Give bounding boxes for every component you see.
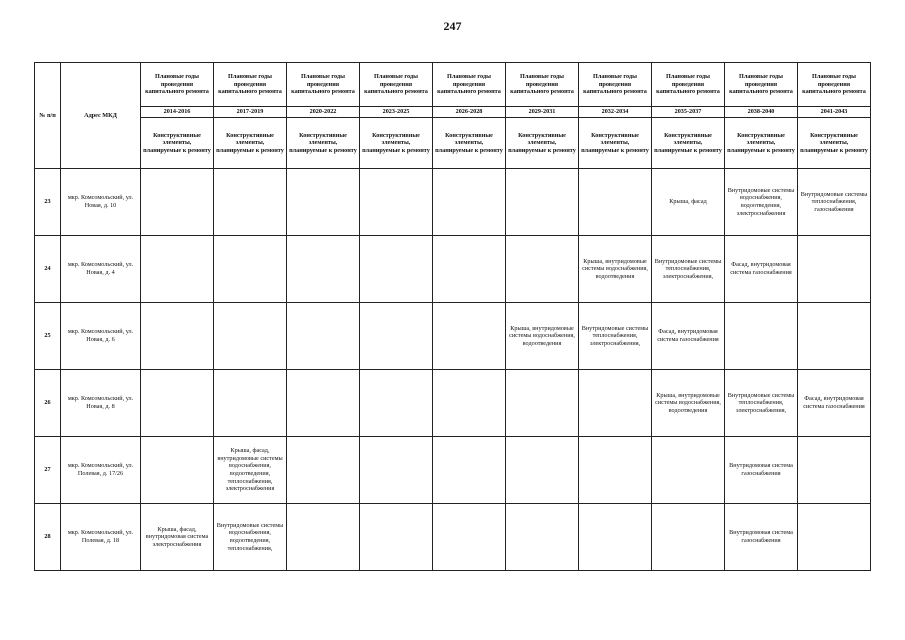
- period-elements-header: Конструктивные элементы, планируемые к ремонту: [579, 118, 652, 169]
- repair-elements-cell: Фасад, внутридомовая система газоснабжения: [798, 370, 871, 437]
- repair-elements-cell: Внутридомовые системы теплоснабжения, газоснабжения: [798, 169, 871, 236]
- row-number: 25: [35, 303, 61, 370]
- repair-elements-cell: [579, 504, 652, 571]
- period-elements-header: Конструктивные элементы, планируемые к ремонту: [433, 118, 506, 169]
- period-years-header: 2038-2040: [725, 107, 798, 118]
- period-years-header: 2026-2028: [433, 107, 506, 118]
- table-row: [35, 504, 871, 571]
- row-number: 24: [35, 236, 61, 303]
- table-row: [35, 169, 871, 236]
- period-years-header: 2014-2016: [141, 107, 214, 118]
- repair-elements-cell: [141, 236, 214, 303]
- period-years-header: 2020-2022: [287, 107, 360, 118]
- table-row: [35, 236, 871, 303]
- row-address: мкр. Комсомольский, ул. Полевая, д. 17/26: [61, 437, 141, 504]
- address-header: Адрес МКД: [61, 63, 141, 169]
- repair-elements-cell: [141, 169, 214, 236]
- period-title-header: Плановые годы проведения капитального ремонта: [287, 63, 360, 107]
- repair-elements-cell: Внутридомовая система газоснабжения: [725, 504, 798, 571]
- repair-elements-cell: [506, 504, 579, 571]
- repair-elements-cell: Крыша, внутридомовые системы водоснабжения, водоотведения: [506, 303, 579, 370]
- repair-elements-cell: [360, 437, 433, 504]
- table-row: [35, 303, 871, 370]
- header-row-years: [35, 107, 871, 118]
- row-number: 27: [35, 437, 61, 504]
- repair-elements-cell: [360, 370, 433, 437]
- repair-elements-cell: [360, 303, 433, 370]
- period-title-header: Плановые годы проведения капитального ремонта: [798, 63, 871, 107]
- period-title-header: Плановые годы проведения капитального ремонта: [579, 63, 652, 107]
- period-title-header: Плановые годы проведения капитального ремонта: [214, 63, 287, 107]
- row-number: 28: [35, 504, 61, 571]
- repair-elements-cell: [506, 236, 579, 303]
- period-elements-header: Конструктивные элементы, планируемые к ремонту: [798, 118, 871, 169]
- repair-elements-cell: Внутридомовые системы теплоснабжения, электроснабжения,: [725, 370, 798, 437]
- row-address: мкр. Комсомольский, ул. Полевая, д. 18: [61, 504, 141, 571]
- repair-elements-cell: [579, 370, 652, 437]
- repair-elements-cell: [433, 236, 506, 303]
- repair-elements-cell: [433, 169, 506, 236]
- period-elements-header: Конструктивные элементы, планируемые к ремонту: [287, 118, 360, 169]
- row-address: мкр. Комсомольский, ул. Новая, д. 6: [61, 303, 141, 370]
- period-years-header: 2029-2031: [506, 107, 579, 118]
- repair-elements-cell: [214, 236, 287, 303]
- repair-elements-cell: [141, 303, 214, 370]
- repair-elements-cell: [798, 504, 871, 571]
- period-elements-header: Конструктивные элементы, планируемые к ремонту: [214, 118, 287, 169]
- period-elements-header: Конструктивные элементы, планируемые к ремонту: [360, 118, 433, 169]
- period-title-header: Плановые годы проведения капитального ремонта: [506, 63, 579, 107]
- header-row-title: [35, 63, 871, 107]
- repair-elements-cell: [433, 437, 506, 504]
- repair-elements-cell: Внутридомовые системы теплоснабжения, электроснабжения,: [652, 236, 725, 303]
- repair-elements-cell: [360, 169, 433, 236]
- table-row: [35, 437, 871, 504]
- repair-elements-cell: [506, 437, 579, 504]
- row-number: 23: [35, 169, 61, 236]
- repair-elements-cell: Крыша, фасад: [652, 169, 725, 236]
- period-elements-header: Конструктивные элементы, планируемые к ремонту: [652, 118, 725, 169]
- period-title-header: Плановые годы проведения капитального ремонта: [652, 63, 725, 107]
- repair-elements-cell: [433, 303, 506, 370]
- row-address: мкр. Комсомольский, ул. Новая, д. 4: [61, 236, 141, 303]
- table-row: [35, 370, 871, 437]
- period-years-header: 2032-2034: [579, 107, 652, 118]
- row-address: мкр. Комсомольский, ул. Новая, д. 8: [61, 370, 141, 437]
- num-header: № п/п: [35, 63, 61, 169]
- period-years-header: 2023-2025: [360, 107, 433, 118]
- row-address: мкр. Комсомольский, ул. Новая, д. 10: [61, 169, 141, 236]
- repair-elements-cell: Фасад, внутридомовая система газоснабжения: [725, 236, 798, 303]
- repair-elements-cell: [506, 370, 579, 437]
- repair-elements-cell: [579, 437, 652, 504]
- page-number: 247: [443, 19, 462, 33]
- repair-elements-cell: [360, 504, 433, 571]
- repair-elements-cell: [214, 370, 287, 437]
- repair-elements-cell: [214, 303, 287, 370]
- repair-elements-cell: Внутридомовая система газоснабжения: [725, 437, 798, 504]
- repair-elements-cell: [433, 370, 506, 437]
- repair-elements-cell: [287, 303, 360, 370]
- period-title-header: Плановые годы проведения капитального ремонта: [433, 63, 506, 107]
- repair-elements-cell: [287, 504, 360, 571]
- repair-elements-cell: [287, 370, 360, 437]
- repair-schedule-table: [34, 62, 871, 571]
- repair-elements-cell: [141, 370, 214, 437]
- repair-elements-cell: [433, 504, 506, 571]
- repair-elements-cell: [287, 236, 360, 303]
- repair-elements-cell: [798, 236, 871, 303]
- period-title-header: Плановые годы проведения капитального ремонта: [725, 63, 798, 107]
- period-elements-header: Конструктивные элементы, планируемые к ремонту: [506, 118, 579, 169]
- period-years-header: 2017-2019: [214, 107, 287, 118]
- repair-elements-cell: Внутридомовые системы водоснабжения, водоотведения, электроснабжения: [725, 169, 798, 236]
- repair-elements-cell: Крыша, фасад, внутридомовая система электроснабжения: [141, 504, 214, 571]
- repair-elements-cell: Крыша, фасад, внутридомовые системы водоснабжения, водоотведения, теплоснабжения, электроснабжения: [214, 437, 287, 504]
- repair-elements-cell: [579, 169, 652, 236]
- repair-elements-cell: [652, 437, 725, 504]
- repair-elements-cell: [287, 169, 360, 236]
- repair-elements-cell: Фасад, внутридомовая система газоснабжения: [652, 303, 725, 370]
- repair-elements-cell: Крыша, внутридомовые системы водоснабжения, водоотведения: [652, 370, 725, 437]
- period-title-header: Плановые годы проведения капитального ремонта: [141, 63, 214, 107]
- repair-elements-cell: Внутридомовые системы теплоснабжения, электроснабжения,: [579, 303, 652, 370]
- repair-elements-cell: [141, 437, 214, 504]
- period-title-header: Плановые годы проведения капитального ремонта: [360, 63, 433, 107]
- repair-elements-cell: [287, 437, 360, 504]
- repair-elements-cell: [652, 504, 725, 571]
- repair-elements-cell: [506, 169, 579, 236]
- repair-elements-cell: [798, 437, 871, 504]
- repair-elements-cell: [725, 303, 798, 370]
- period-years-header: 2035-2037: [652, 107, 725, 118]
- period-elements-header: Конструктивные элементы, планируемые к ремонту: [141, 118, 214, 169]
- repair-elements-cell: [214, 169, 287, 236]
- period-elements-header: Конструктивные элементы, планируемые к ремонту: [725, 118, 798, 169]
- row-number: 26: [35, 370, 61, 437]
- repair-elements-cell: [360, 236, 433, 303]
- repair-elements-cell: Внутридомовые системы водоснабжения, водоотведения, теплоснабжения,: [214, 504, 287, 571]
- repair-elements-cell: [798, 303, 871, 370]
- header-row-elements: [35, 118, 871, 169]
- period-years-header: 2041-2043: [798, 107, 871, 118]
- repair-elements-cell: Крыша, внутридомовые системы водоснабжения, водоотведения: [579, 236, 652, 303]
